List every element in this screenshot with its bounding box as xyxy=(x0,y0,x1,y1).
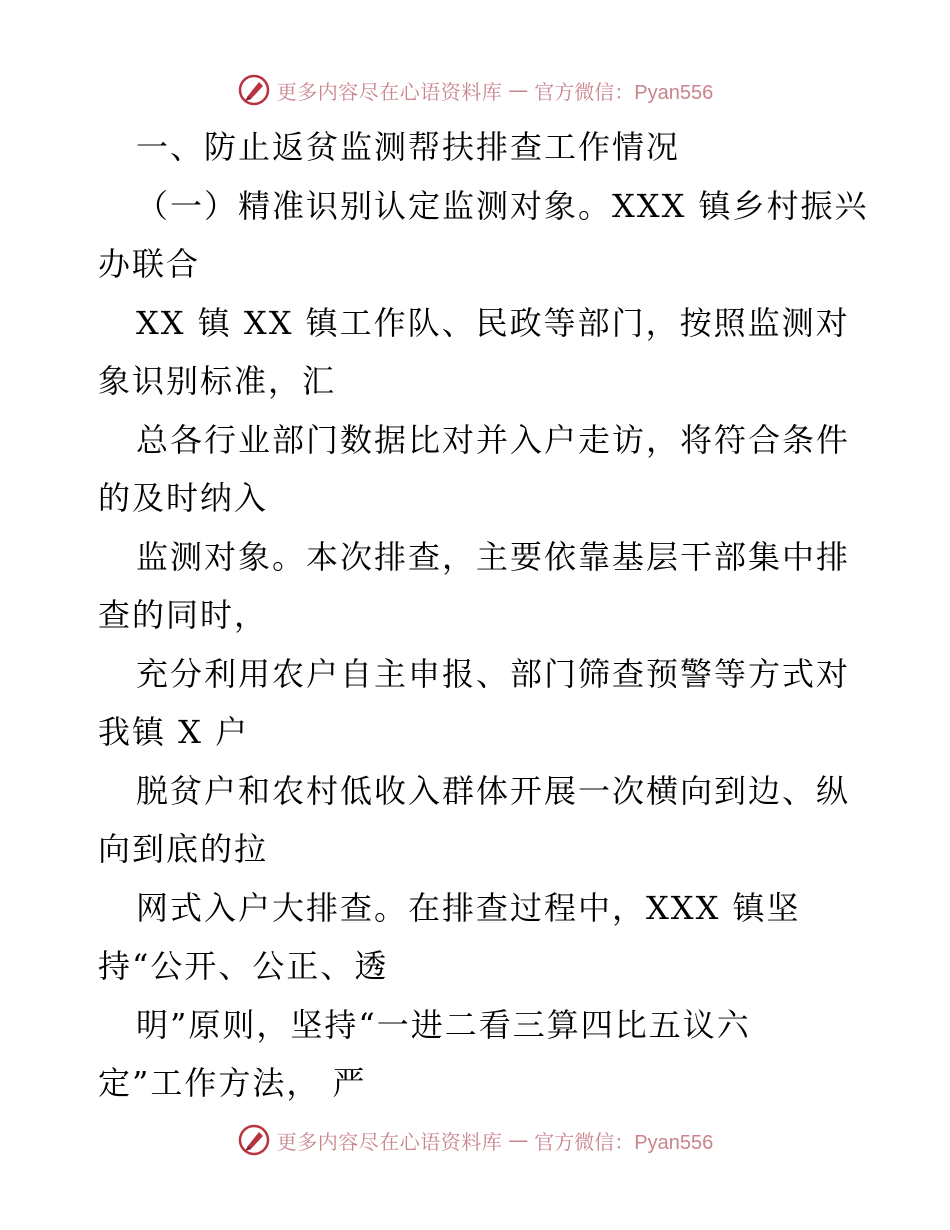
paragraph-line: 明”原则，坚持“一进二看三算四比五议六 xyxy=(136,1005,751,1044)
pen-nib-logo-icon xyxy=(237,1123,271,1157)
watermark-site-text: 更多内容尽在心语资料库 xyxy=(276,79,503,104)
document-body xyxy=(98,118,869,1113)
paragraph-line: 脱贫户和农村低收入群体开展一次横向到边、纵 xyxy=(136,771,851,810)
watermark-wechat-text: 官方微信：Pyan556 xyxy=(534,81,714,104)
paragraph-line: XX 镇 XX 镇工作队、民政等部门，按照监测对 xyxy=(136,303,850,342)
paragraph-line: 监测对象。本次排查，主要依靠基层干部集中排 xyxy=(136,537,851,576)
paragraph-line: 我镇 X 户 xyxy=(98,713,250,751)
footer-watermark xyxy=(0,1120,950,1160)
watermark-dash: — xyxy=(508,78,529,102)
watermark-site-text: 更多内容尽在心语资料库 xyxy=(276,1129,503,1154)
paragraph-line: 定”工作方法， 严 xyxy=(98,1064,367,1102)
paragraph-line: 持“公开、公正、透 xyxy=(98,947,389,985)
watermark-dash: — xyxy=(508,1128,529,1152)
paragraph-line: 向到底的拉 xyxy=(98,830,269,868)
paragraph-line: 象识别标准，汇 xyxy=(98,362,337,400)
pen-nib-logo-icon xyxy=(237,73,271,107)
header-watermark xyxy=(0,70,950,110)
paragraph-line: （一）精准识别认定监测对象。XXX 镇乡村振兴 xyxy=(136,186,869,225)
paragraph-line: 一、防止返贫监测帮扶排查工作情况 xyxy=(136,128,681,166)
paragraph-line: 办联合 xyxy=(98,245,201,283)
paragraph-line: 查的同时， xyxy=(98,596,269,634)
paragraph-line: 充分利用农户自主申报、部门筛查预警等方式对 xyxy=(136,654,851,693)
watermark-wechat-text: 官方微信：Pyan556 xyxy=(534,1131,714,1154)
paragraph-line: 的及时纳入 xyxy=(98,479,269,517)
paragraph-line: 网式入户大排查。在排查过程中，XXX 镇坚 xyxy=(136,888,801,927)
paragraph-line: 总各行业部门数据比对并入户走访，将符合条件 xyxy=(136,420,851,459)
